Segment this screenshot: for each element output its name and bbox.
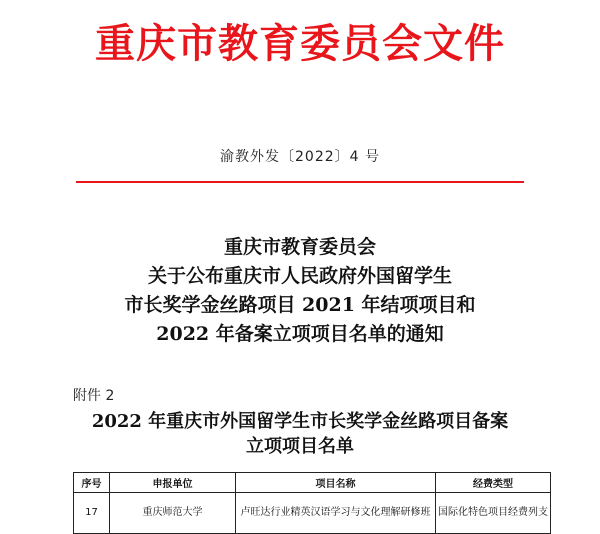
project-list-table (73, 472, 551, 534)
cell-number: 17 (74, 493, 110, 534)
document-number: 渝教外发〔2022〕4 号 (220, 149, 380, 165)
notice-title (0, 233, 600, 349)
cell-project: 卢旺达行业精英汉语学习与文化理解研修班 (236, 493, 436, 534)
header-divider (76, 181, 524, 183)
attachment-title-line: 立项项目名单 (246, 436, 354, 457)
attachment-title-line: 2022 年重庆市外国留学生市长奖学金丝路项目备案 (91, 411, 509, 432)
cell-funding-type: 国际化特色项目经费列支 (436, 493, 551, 534)
notice-title-line: 市长奖学金丝路项目 2021 年结项项目和 (124, 294, 476, 316)
notice-title-line: 重庆市教育委员会 (223, 236, 376, 258)
table-header-row (74, 473, 551, 493)
notice-title-line: 关于公布重庆市人民政府外国留学生 (147, 265, 452, 287)
column-header-unit: 申报单位 (110, 473, 236, 493)
attachment-title (0, 409, 600, 459)
notice-title-line: 2022 年备案立项项目名单的通知 (156, 323, 444, 345)
document-header-title: 重庆市教育委员会文件 (95, 21, 505, 67)
column-header-project: 项目名称 (236, 473, 436, 493)
column-header-funding-type: 经费类型 (436, 473, 551, 493)
column-header-number: 序号 (74, 473, 110, 493)
table-row (74, 493, 551, 534)
cell-unit: 重庆师范大学 (110, 493, 236, 534)
attachment-label: 附件 2 (73, 388, 115, 404)
